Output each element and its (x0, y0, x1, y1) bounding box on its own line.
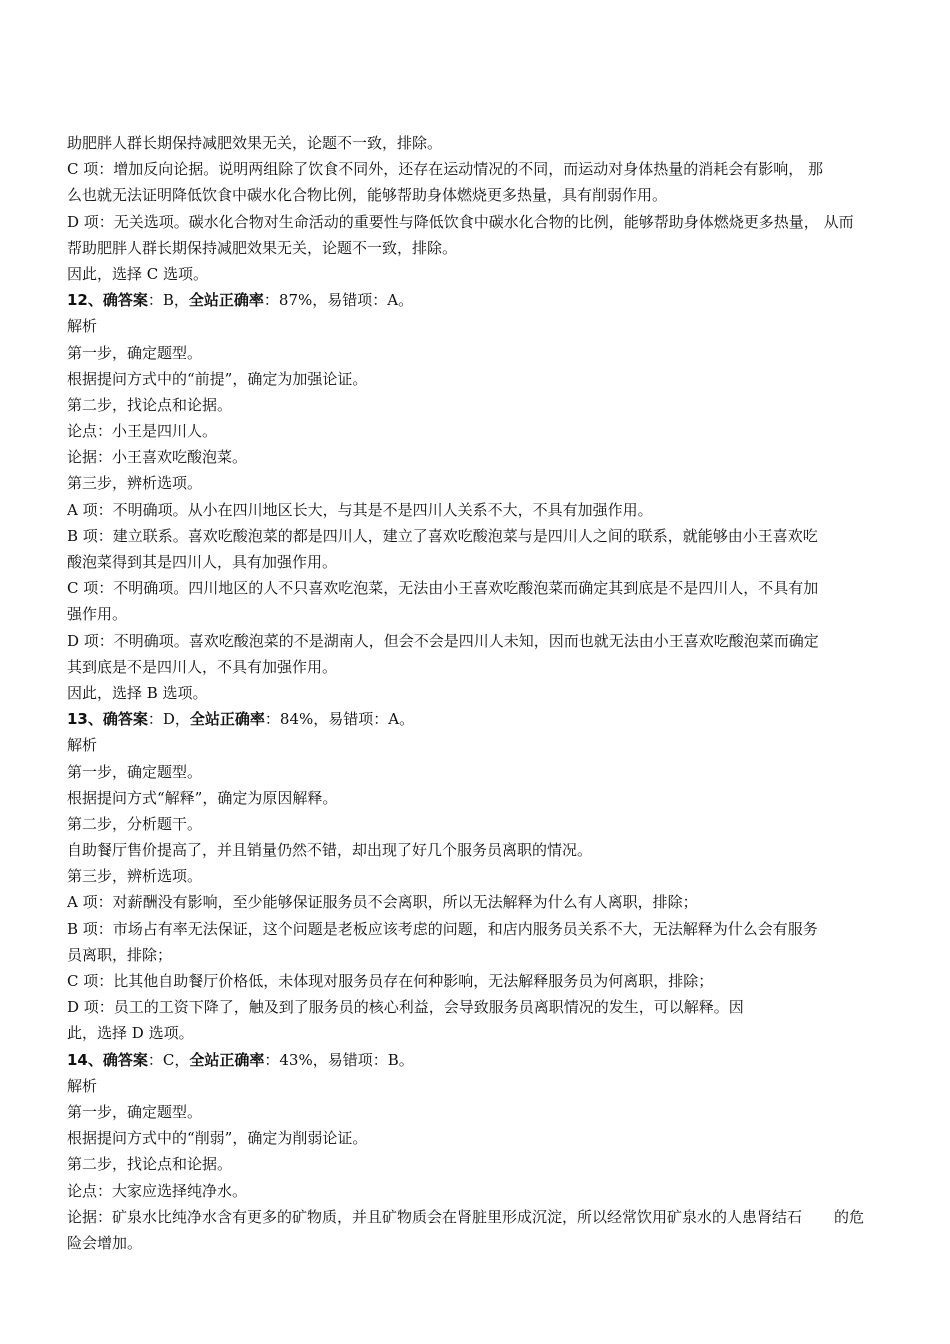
text-line: 根据提问方式中的“前提”，确定为加强论证。 (67, 369, 368, 388)
text-line: 员离职，排除； (67, 945, 173, 964)
text-line: 根据提问方式中的“削弱”，确定为削弱论证。 (67, 1129, 368, 1148)
text-line: 帮助肥胖人群长期保持减肥效果无关，论题不一致，排除。 (67, 238, 458, 257)
answer-header-14 (67, 1047, 887, 1073)
text-line: 第一步，确定题型。 (67, 762, 203, 781)
answer-value: ：C， (147, 1050, 190, 1069)
rate-label: 全站正确率 (189, 710, 265, 729)
text-line: 么也就无法证明降低饮食中碳水化合物比例，能够帮助身体燃烧更多热量，具有削弱作用。 (67, 186, 668, 205)
text-line: 第二步，分析题干。 (67, 814, 203, 833)
text-line: 第二步，找论点和论据。 (67, 1155, 233, 1174)
question-number: 12、确答案 (67, 291, 148, 310)
text-line: 其到底是不是四川人，不具有加强作用。 (67, 657, 338, 676)
rate-value: ：87%，易错项：A。 (263, 291, 414, 310)
text-line: 自助餐厅售价提高了，并且销量仍然不错，却出现了好几个服务员离职的情况。 (67, 841, 593, 860)
text-line: C 项：增加反向论据。说明两组除了饮食不同外，还存在运动情况的不同，而运动对身体热量的消耗会有影响， 那 (67, 160, 824, 179)
text-line: 第一步，确定题型。 (67, 343, 203, 362)
answer-value: ：D， (147, 710, 190, 729)
answer-value: ：B， (147, 291, 189, 310)
text-line: 解析 (67, 317, 98, 336)
rate-label: 全站正确率 (188, 291, 264, 310)
analysis-12 (67, 313, 887, 706)
text-line: 第一步，确定题型。 (67, 1102, 203, 1121)
answer-header-13 (67, 706, 887, 732)
text-line: 第二步，找论点和论据。 (67, 395, 233, 414)
text-line: D 项：无关选项。碳水化合物对生命活动的重要性与降低饮食中碳水化合物的比例，能够帮助身体燃烧更多热量， 从而 (67, 212, 854, 231)
text-line: 酸泡菜得到其是四川人，具有加强作用。 (67, 553, 338, 571)
text-line: D 项：员工的工资下降了，触及到了服务员的核心利益，会导致服务员离职情况的发生，可以解释。因 (67, 998, 744, 1017)
text-line: A 项：不明确项。从小在四川地区长大，与其是不是四川人关系不大，不具有加强作用。 (67, 500, 653, 519)
text-line: 根据提问方式“解释”，确定为原因解释。 (67, 788, 338, 807)
document-page (67, 130, 887, 1256)
text-line: C 项：比其他自助餐厅价格低，未体现对服务员存在何种影响，无法解释服务员为何离职，排除； (67, 972, 714, 990)
text-line: B 项：建立联系。喜欢吃酸泡菜的都是四川人，建立了喜欢吃酸泡菜与是四川人之间的联系，就能够由小王喜欢吃 (67, 526, 818, 545)
rate-value: ：84%，易错项：A。 (264, 710, 415, 729)
text-line (67, 1204, 887, 1230)
text-line: 第三步，辨析选项。 (67, 867, 203, 886)
answer-header-12 (67, 287, 887, 313)
text-line: 解析 (67, 736, 98, 755)
text-line: B 项：市场占有率无法保证，这个问题是老板应该考虑的问题，和店内服务员关系不大，无法解释为什么会有服务 (67, 919, 818, 938)
text-line: 此，选择 D 选项。 (67, 1024, 194, 1043)
text-line: D 项：不明确项。喜欢吃酸泡菜的不是湖南人，但会不会是四川人未知，因而也就无法由小王喜欢吃酸泡菜而确定 (67, 631, 819, 650)
text-line: 因此，选择 B 选项。 (67, 683, 208, 702)
text-line: 论点：小王是四川人。 (67, 422, 218, 441)
text-line: 论据：小王喜欢吃酸泡菜。 (67, 448, 248, 467)
text-line: 助肥胖人群长期保持减肥效果无关，论题不一致，排除。 (67, 134, 443, 152)
text-segment: 论据：矿泉水比纯净水含有更多的矿物质，并且矿物质会在肾脏里形成沉淀，所以经常饮用矿泉水的人患肾结石 (67, 1207, 803, 1226)
text-line: 强作用。 (67, 605, 128, 624)
text-line: A 项：对薪酬没有影响，至少能够保证服务员不会离职，所以无法解释为什么有人离职，排除； (67, 893, 698, 912)
question-number: 14、确答案 (67, 1050, 148, 1069)
text-line: 解析 (67, 1076, 98, 1095)
rate-label: 全站正确率 (189, 1050, 265, 1069)
text-line: 论点：大家应选择纯净水。 (67, 1181, 248, 1200)
text-line: 第三步，辨析选项。 (67, 474, 203, 493)
analysis-14 (67, 1073, 887, 1256)
text-line: 因此，选择 C 选项。 (67, 264, 209, 283)
rate-value: ：43%，易错项：B。 (264, 1050, 414, 1069)
text-line: C 项：不明确项。四川地区的人不只喜欢吃泡菜，无法由小王喜欢吃酸泡菜而确定其到底是不是四川人，不具有加 (67, 579, 819, 598)
question-number: 13、确答案 (67, 710, 148, 729)
analysis-13 (67, 732, 887, 1046)
text-line: 险会增加。 (67, 1233, 143, 1252)
text-segment: 的危 (834, 1207, 865, 1226)
